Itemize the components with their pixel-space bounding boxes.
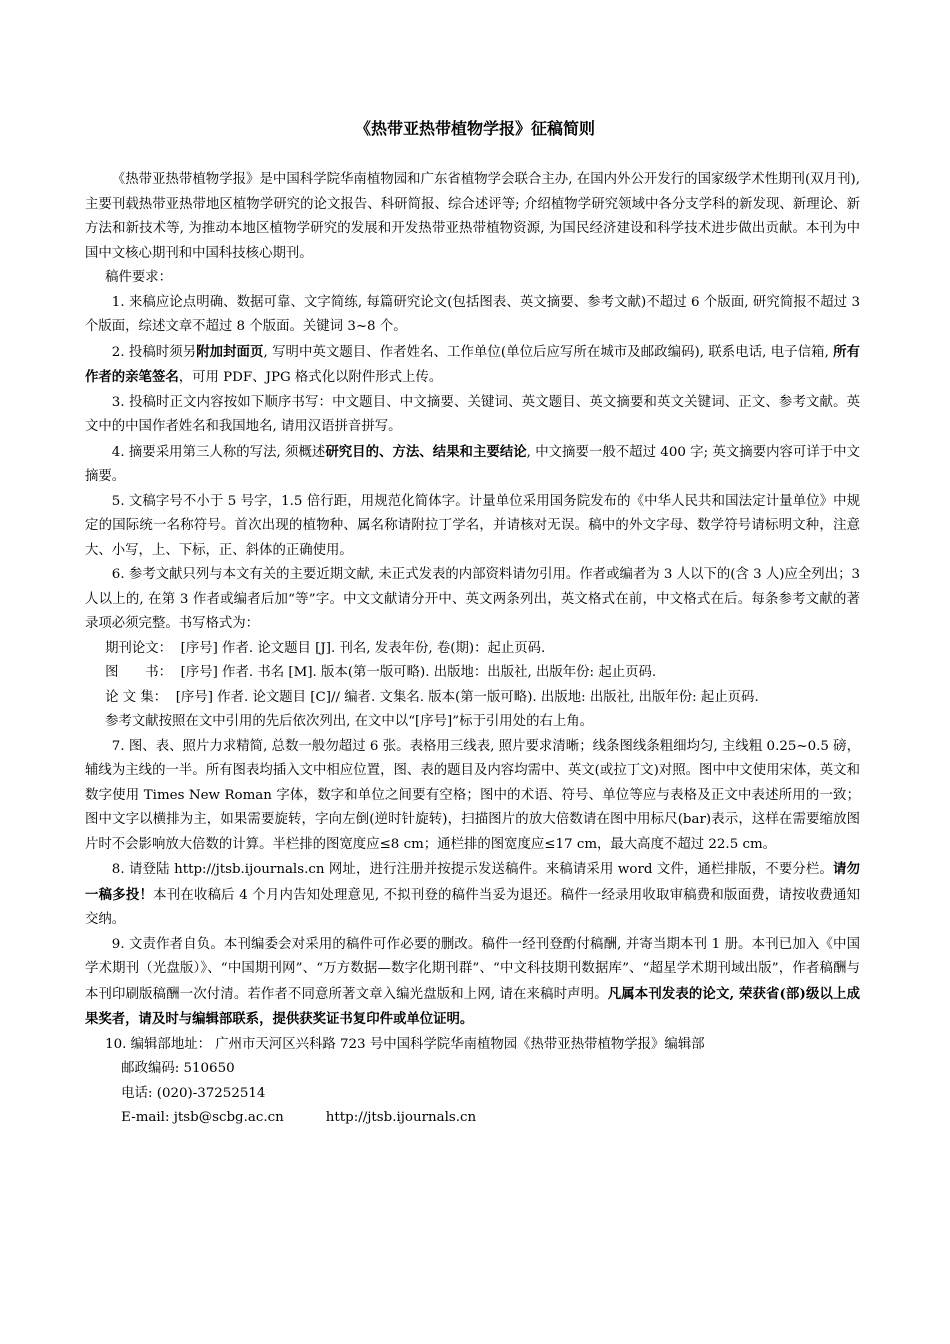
ref-format-book [85,661,860,686]
document-body [85,168,860,1131]
page-title: 《热带亚热带植物学报》征稿简则 [354,119,595,138]
requirement-item-8 [85,857,860,933]
requirement-item-4 [85,440,860,490]
intro-paragraph: 《热带亚热带植物学报》是中国科学院华南植物园和广东省植物学会联合主办, 在国内外公开发行的国家级学术性期刊(双月刊), 主要刊载热带亚热带地区植物学研究的论文报告、科研简报、综合述评等; 介绍植物学研究领域中各分支学科的新发现、新理论、新方法和新技术等, 为推动本地区植物学研究的发展和开发热带亚热带植物资源, 为国民经济建设和科学技术进步做出贡献。本刊为中国中文核心期刊和中国科技核心期刊。 [85,172,860,261]
ref-format-text: [序号] 作者. 论文题目 [J]. 刊名, 发表年份, 卷(期)：起止页码. [180,640,546,656]
ref-format-journal [85,637,860,662]
item-2-bold-cover-page: 附加封面页 [196,343,264,360]
item-2-text-e: ，可用 PDF、JPG 格式化以附件形式上传。 [178,370,443,385]
ref-format-text: [序号] 作者. 论文题目 [C]// 编者. 文集名. 版本(第一版可略). 出版地: 出版社, 出版年份: 起止页码. [175,689,759,705]
item-8-text-a: 8. 请登陆 http://jtsb.ijournals.cn 网址，进行注册并按提示发送稿件。来稿请采用 word 文件，通栏排版，不要分栏。 [111,862,834,877]
requirements-heading: 稿件要求： [105,270,173,285]
requirement-item-1: 1. 来稿应论点明确、数据可靠、文字简练, 每篇研究论文(包括图表、英文摘要、参考文献)不超过 6 个版面, 研究简报不超过 3 个版面，综述文章不超过 8 个版面。关键词 3~8 个。 [85,294,860,334]
phone-line: 电话: (020)-37252514 [121,1085,266,1101]
item-8-bold: 请勿一稿多投！ [85,861,860,903]
ref-format-text: [序号] 作者. 书名 [M]. 版本(第一版可略). 出版地：出版社, 出版年份: 起止页码. [180,665,657,680]
requirement-item-6: 6. 参考文献只列与本文有关的主要近期文献, 未正式发表的内部资料请勿引用。作者或编者为 3 人以下的(含 3 人)应全列出；3 人以上的, 在第 3 作者或编者后加“等”字。中文文献请分开中、英文两条列出，英文格式在前，中文格式在后。每条参考文献的著录项必须完整。书写格式为： [85,567,860,631]
ref-format-label: 期刊论文： [105,640,173,656]
ref-format-label: 图 书： [105,665,173,680]
item-8-text-c: 本刊在收稿后 4 个月内告知处理意见, 不拟刊登的稿件当妥为退还。稿件一经录用收取审稿费和版面费，请按收费通知交纳。 [85,887,860,927]
item-4-text-a: 4. 摘要采用第三人称的写法, 须概述 [111,444,326,460]
item-9-text-a: 9. 文责作者自负。本刊编委会对采用的稿件可作必要的删改。稿件一经刊登酌付稿酬, 并寄当期本刊 1 册。本刊已加入《中国学术期刊（光盘版）》、“中国期刊网”、“万方数据—数字化期刊群”、“中文科技期刊数据库”、“超星学术期刊域出版”，作者稿酬与本刊印刷版稿酬一次付清。若作者不同意所著文章入编光盘版和上网, 请在来稿时声明。 [85,936,860,1002]
item-4-text-c: , 中文摘要一般不超过 400 字; 英文摘要内容可详于中文摘要。 [85,444,860,484]
item-9-bold: 凡属本刊发表的论文, 荣获省(部)级以上成果奖者，请及时与编辑部联系，提供获奖证书复印件或单位证明。 [85,985,860,1027]
requirement-item-10: 10. 编辑部地址： 广州市天河区兴科路 723 号中国科学院华南植物园《热带亚热带植物学报》编辑部 [105,1036,705,1052]
requirement-item-5: 5. 文稿字号不小于 5 号字，1.5 倍行距，用规范化简体字。计量单位采用国务院发布的《中华人民共和国法定计量单位》中规定的国际统一名称符号。首次出现的植物种、属名称请附拉丁学名，并请核对无误。稿中的外文字母、数学符号请标明文种，注意大、小写，上、下标，正、斜体的正确使用。 [85,493,860,558]
email-line [85,1106,860,1131]
email-text: E-mail: jtsb@scbg.ac.cn [121,1110,284,1125]
item-2-text-c: , 写明中英文题目、作者姓名、工作单位(单位后应写所在城市及邮政编码), 联系电话, 电子信箱, [263,344,834,360]
ref-format-proceedings [85,686,860,711]
ref-format-label: 论 文 集： [105,689,168,705]
item-2-bold-signatures: 所有作者的亲笔签名 [85,343,861,385]
item-4-bold: 研究目的、方法、结果和主要结论 [325,443,527,460]
postcode-line: 邮政编码: 510650 [121,1061,235,1076]
item-2-text-a: 2. 投稿时须另 [111,344,197,360]
requirement-item-7: 7. 图、表、照片力求精简, 总数一般勿超过 6 张。表格用三线表, 照片要求清晰；线条图线条粗细均匀, 主线粗 0.25~0.5 磅，辅线为主线的一半。所有图表均插入文中相应位置，图、表的题目及内容均需中、英文(或拉丁文)对照。图中中文使用宋体，英文和数字使用 Times New Roman 字体，数字和单位之间要有空格；图中的术语、符号、单位等应与表格及正文中表述所用的一致；图中文字以横排为主，如果需要旋转，字向左倒(逆时针旋转)，扫描图片的放大倍数请在图中用标尺(bar)表示，这样在需要缩放图片时不会影响放大倍数的计算。半栏排的图宽度应≤8 cm；通栏排的图宽度应≤17 cm，最大高度不超过 22.5 cm。 [85,738,860,852]
requirement-item-9 [85,933,860,1033]
ref-citation-note: 参考文献按照在文中引用的先后依次列出, 在文中以“[序号]”标于引用处的右上角。 [105,714,594,729]
requirement-item-3: 3. 投稿时正文内容按如下顺序书写：中文题目、中文摘要、关键词、英文题目、英文摘要和英文关键词、正文、参考文献。英文中的中国作者姓名和我国地名, 请用汉语拼音拼写。 [85,394,860,434]
website-link[interactable]: http://jtsb.ijournals.cn [325,1110,477,1125]
requirement-item-2 [85,340,860,391]
